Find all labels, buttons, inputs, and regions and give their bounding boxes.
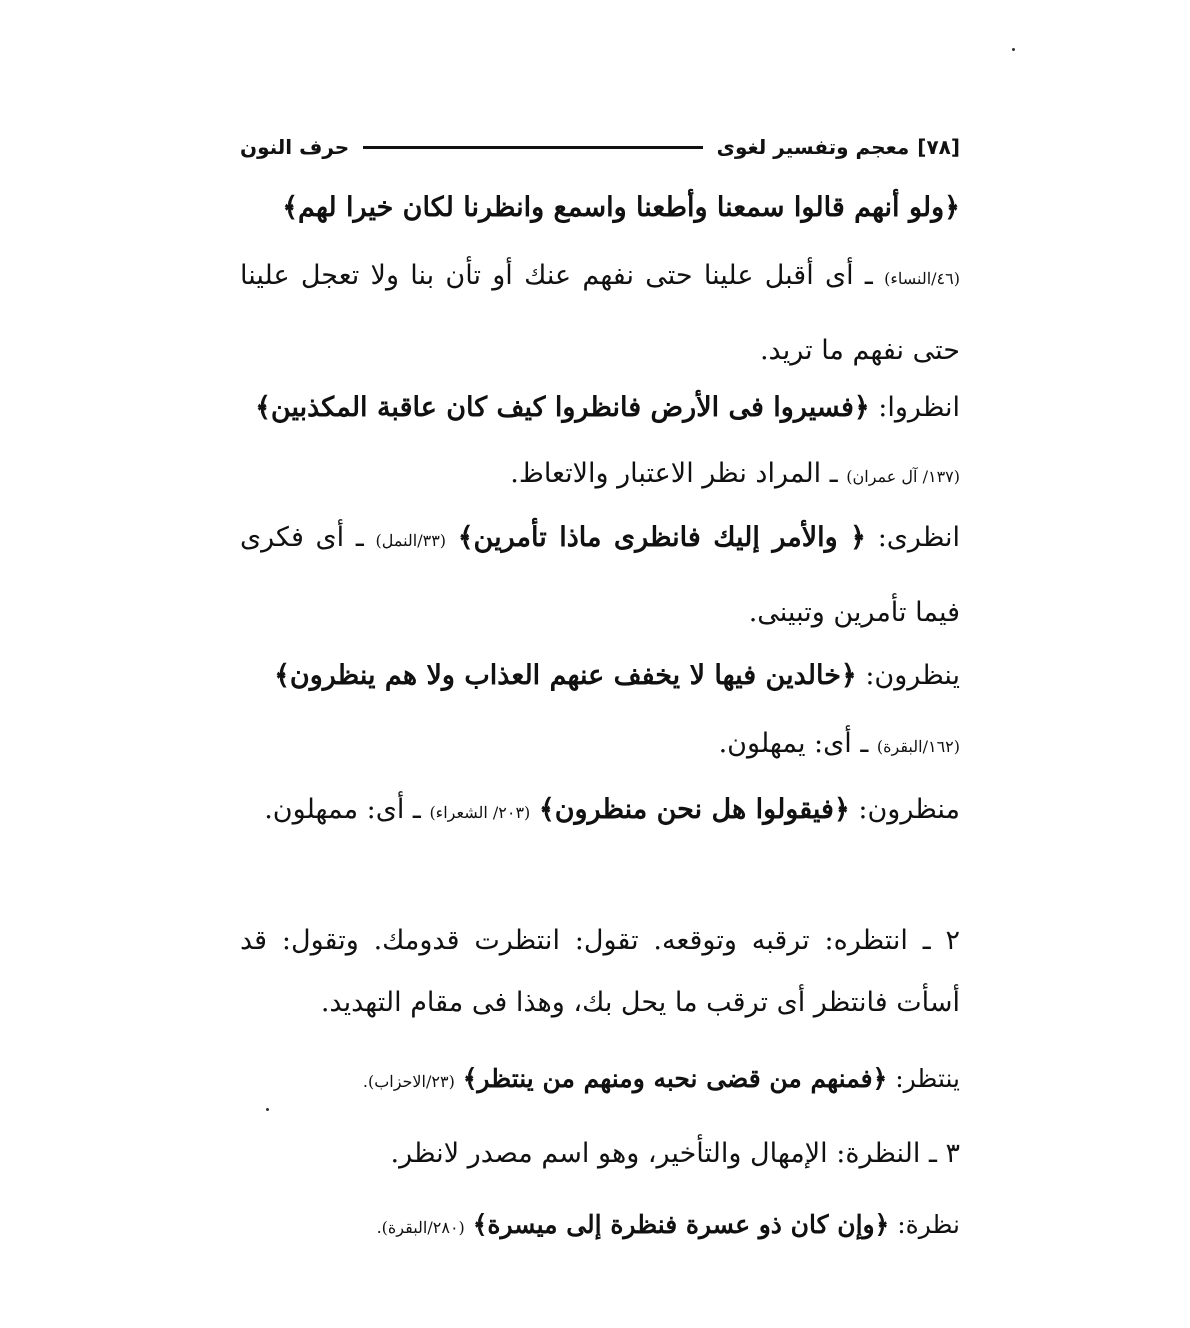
quran-verse: ﴿خالدين فيها لا يخفف عنهم العذاب ولا هم ينظرون﴾: [274, 660, 857, 691]
verse-reference: (٣٣/النمل): [375, 531, 447, 550]
entry-line: [240, 660, 960, 691]
entry-line: [240, 728, 960, 759]
explanation-text: ـ أى أقبل علينا حتى نفهم عنك أو تأن بنا ولا تعجل علينا حتى نفهم ما تريد.: [240, 260, 960, 366]
quran-verse: ﴿وإن كان ذو عسرة فنظرة إلى ميسرة﴾: [472, 1210, 890, 1239]
entry-term: نظرة:: [897, 1210, 960, 1239]
quran-verse: ﴿ولو أنهم قالوا سمعنا وأطعنا واسمع وانظرنا لكان خيرا لهم﴾: [282, 192, 960, 223]
paragraph: [240, 502, 960, 649]
entry-term: ينتظر:: [895, 1064, 960, 1093]
entry-term: ينظرون:: [865, 660, 960, 691]
verse-reference: (٢٣/الاحزاب).: [362, 1072, 455, 1091]
explanation-text: ـ أى فكرى فيما تأمرين وتبينى.: [240, 522, 960, 628]
verse-line: [240, 192, 960, 223]
explanation-text: ٢ ـ انتظره: ترقبه وتوقعه. تقول: انتظرت قدومك. وتقول: قد أسأت فانتظر أى ترقب ما يحل بك، وهذا فى مقام التهديد.: [240, 925, 960, 1018]
paragraph: [240, 774, 960, 849]
quran-verse: ﴿فسيروا فى الأرض فانظروا كيف كان عاقبة المكذبين﴾: [255, 392, 870, 423]
scan-speck: [266, 1108, 269, 1111]
entry-line: [240, 392, 960, 423]
verse-reference: (١٦٢/البقرة): [876, 737, 960, 756]
quran-verse: ﴿فيقولوا هل نحن منظرون﴾: [538, 794, 850, 825]
verse-reference: (٢٠٣/ الشعراء): [429, 803, 531, 822]
explanation-text: ـ أى: يمهلون.: [718, 728, 869, 759]
verse-reference: (٤٦/النساء): [884, 269, 960, 288]
explanation-text: ـ أى: ممهلون.: [264, 794, 421, 825]
explanation-text: ـ المراد نظر الاعتبار والاتعاظ.: [510, 458, 838, 489]
quran-verse: ﴿فمنهم من قضى نحبه ومنهم من ينتظر﴾: [462, 1064, 888, 1093]
section-title: حرف النون: [240, 135, 350, 159]
explanation-text: ٣ ـ النظرة: الإمهال والتأخير، وهو اسم مصدر لانظر.: [390, 1138, 960, 1169]
quran-verse: ﴿ والأمر إليك فانظرى ماذا تأمرين﴾: [457, 522, 867, 553]
page-header: [240, 128, 960, 166]
entry-line: [240, 1210, 960, 1239]
paragraph: [240, 240, 960, 387]
book-title: معجم وتفسير لغوى: [716, 135, 910, 159]
paragraph: [240, 910, 960, 1034]
entry-line: [240, 1138, 960, 1169]
scan-speck: [1012, 48, 1015, 51]
entry-term: انظرى:: [877, 522, 960, 553]
entry-line: [240, 1064, 960, 1093]
page-number: [٧٨]: [917, 135, 960, 159]
verse-reference: (٢٨٠/البقرة).: [376, 1218, 465, 1237]
header-rule: [363, 146, 702, 149]
entry-term: انظروا:: [878, 392, 960, 423]
verse-reference: (١٣٧/ آل عمران): [846, 467, 960, 486]
entry-line: [240, 458, 960, 489]
entry-term: منظرون:: [858, 794, 960, 825]
